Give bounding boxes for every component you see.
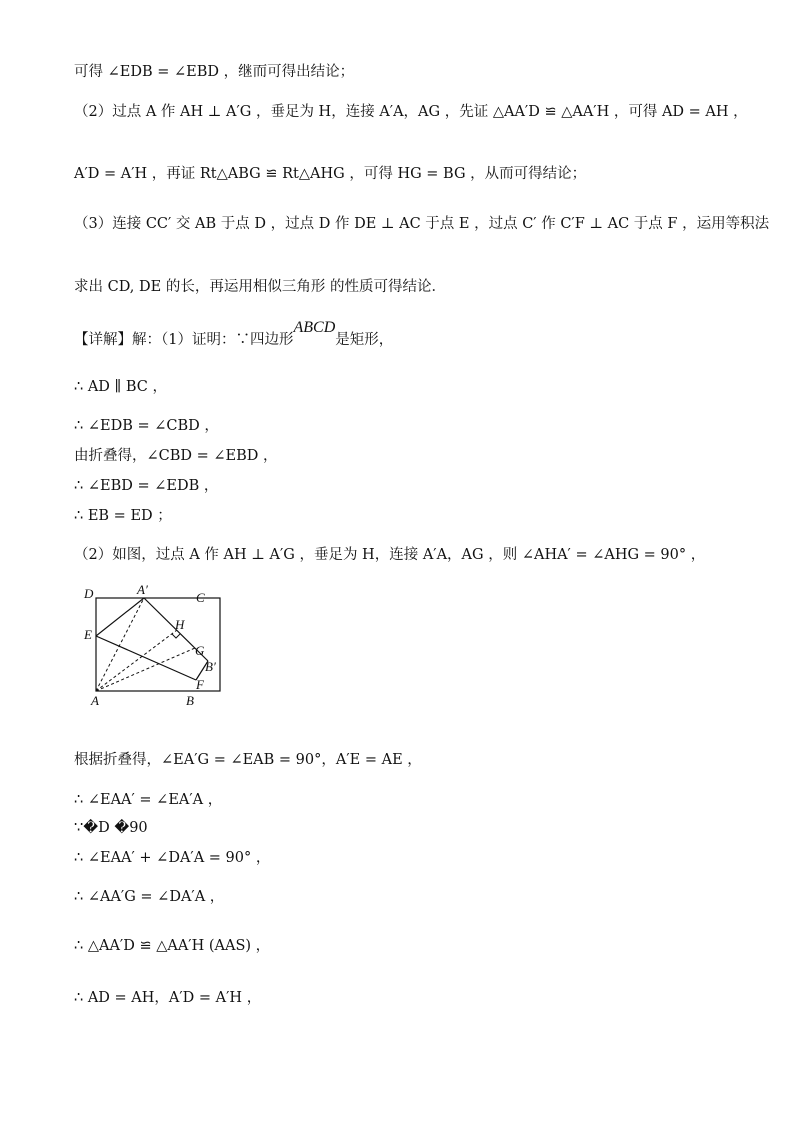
- text-line-1: 可得 ∠EDB = ∠EBD ，继而可得出结论；: [74, 64, 355, 80]
- text-line-4: （3）连接 CC′ 交 AB 于点 D ，过点 D 作 DE ⊥ AC 于点 E ，过点 C′ 作 C′F ⊥ AC 于点 F ，运用等积法: [74, 216, 770, 232]
- label-c: C: [196, 590, 205, 605]
- label-a: A: [91, 693, 99, 708]
- label-g: G: [195, 643, 205, 658]
- proof-line-7: 根据折叠得，∠EA′G = ∠EAB = 90°，A′E = AE ，: [74, 752, 422, 768]
- proof-line-3: 由折叠得，∠CBD = ∠EBD ，: [74, 448, 278, 464]
- proof-line-5: ∴ EB = ED ；: [74, 508, 172, 524]
- segment-e-f: [96, 636, 196, 680]
- proof-line-8: ∴ ∠EAA′ = ∠EA′A ，: [74, 792, 223, 808]
- proof-line-2: ∴ ∠EDB = ∠CBD ，: [74, 418, 219, 434]
- dashed-a-h: [96, 630, 177, 691]
- geometry-figure: [80, 582, 230, 712]
- proof-line-11: ∴ ∠AA′G = ∠DA′A ，: [74, 889, 225, 905]
- label-d: D: [84, 586, 94, 601]
- segment-a-prime-e: [96, 598, 144, 636]
- text-line-3: A′D = A′H ，再证 Rt△ABG ≌ Rt△AHG ，可得 HG = BG ，从而可得结论；: [74, 166, 587, 182]
- proof-line-12: ∴ △AA′D ≌ △AA′H (AAS) ，: [74, 938, 271, 954]
- proof-line-1: ∴ AD ∥ BC ，: [74, 379, 167, 395]
- proof-line-4: ∴ ∠EBD = ∠EDB ，: [74, 478, 219, 494]
- label-a-prime: A′: [137, 582, 148, 597]
- detail-line: [74, 319, 394, 350]
- dashed-a-g: [96, 648, 195, 691]
- detail-prefix: 【详解】解：（1）证明：∵四边形: [74, 332, 294, 348]
- proof-line-10: ∴ ∠EAA′ + ∠DA′A = 90° ，: [74, 850, 271, 866]
- text-line-2: （2）过点 A 作 AH ⊥ A′G ，垂足为 H，连接 A′A，AG ，先证 △AA′D ≌ △AA′H ，可得 AD = AH ，: [74, 104, 748, 120]
- label-f: F: [196, 677, 204, 692]
- dashed-a-a-prime: [96, 598, 144, 691]
- proof-line-9: ∵�D �90: [74, 820, 148, 836]
- proof-line-13: ∴ AD = AH，A′D = A′H ，: [74, 990, 262, 1006]
- label-e: E: [84, 627, 92, 642]
- detail-suffix: 是矩形，: [335, 332, 394, 348]
- proof-line-6: （2）如图，过点 A 作 AH ⊥ A′G ，垂足为 H，连接 A′A，AG ，则 ∠AHA′ = ∠AHG = 90° ，: [74, 547, 706, 563]
- label-h: H: [175, 617, 185, 632]
- label-b: B: [186, 693, 194, 708]
- text-line-5: 求出 CD, DE 的长，再运用相似三角形 的性质可得结论．: [74, 279, 446, 295]
- detail-shape: ABCD: [293, 319, 336, 336]
- right-angle-mark: [172, 634, 180, 638]
- label-b-prime: B′: [205, 659, 216, 674]
